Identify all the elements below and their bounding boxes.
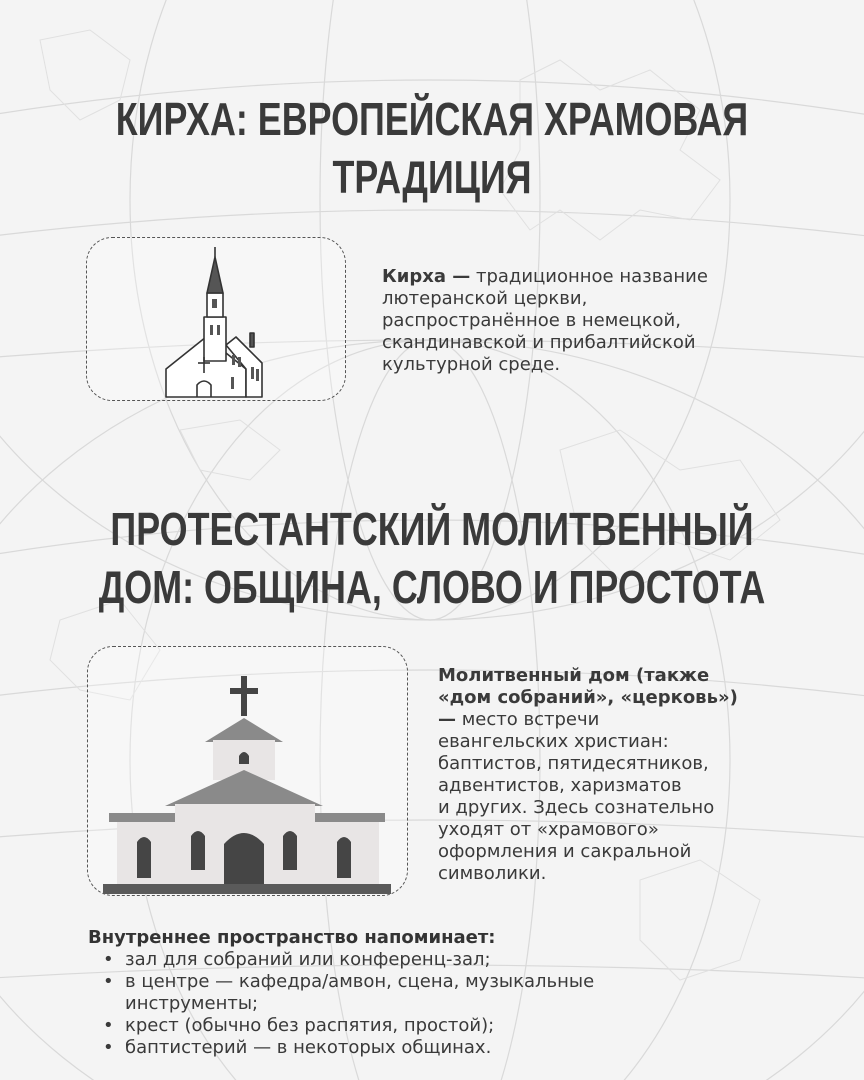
prayer-house-desc-line-2: евангельских христиан: (438, 731, 669, 752)
interior-heading: Внутреннее пространство напоминает: (88, 927, 496, 948)
prayer-house-description (438, 665, 858, 885)
lutheran-church-icon (86, 237, 346, 401)
prayer-house-term-line-2: «дом собраний», «церковь») (438, 687, 738, 708)
prayer-house-desc-line-6: уходят от «храмового» (438, 819, 659, 840)
list-item-continuation-text: инструменты; (125, 993, 259, 1014)
list-item: • крест (обычно без распятия, простой); (100, 1015, 820, 1037)
list-item: • зал для собраний или конференц-зал; (100, 949, 820, 971)
kirha-image-frame (86, 237, 346, 401)
prayer-house-desc-line-3: баптистов, пятидесятников, (438, 753, 709, 774)
section1-title-line1: КИРХА: ЕВРОПЕЙСКАЯ ХРАМОВАЯ (115, 93, 749, 145)
list-item: • баптистерий — в некоторых общинах. (100, 1037, 820, 1059)
kirha-description (382, 266, 782, 376)
prayer-house-icon (87, 646, 408, 896)
prayer-house-desc-line-5: и других. Здесь сознательно (438, 797, 715, 818)
prayer-house-image-frame (87, 646, 408, 896)
kirha-desc-line-2: лютеранской церкви, (382, 288, 588, 309)
section2-title (95, 500, 769, 616)
section2-title-line1: ПРОТЕСТАНТСКИЙ МОЛИТВЕННЫЙ (110, 503, 754, 555)
section1-title (95, 90, 769, 206)
kirha-desc-line-3: распространённое в немецкой, (382, 310, 681, 331)
prayer-house-desc-line-4: адвентистов, харизматов (438, 775, 682, 796)
prayer-house-desc-line-8: символики. (438, 863, 547, 884)
prayer-house-desc-line-7: оформления и сакральной (438, 841, 692, 862)
kirha-term: Кирха — (382, 266, 471, 287)
list-item-continuation (100, 993, 820, 1015)
prayer-house-term-dash: — (438, 709, 456, 730)
prayer-house-desc-line-1: место встречи (456, 709, 600, 730)
prayer-house-term-line-1: Молитвенный дом (также (438, 665, 710, 686)
kirha-desc-line-4: скандинавской и прибалтийской (382, 332, 696, 353)
section1-title-line2: ТРАДИЦИЯ (332, 151, 532, 203)
section2-title-line2: ДОМ: ОБЩИНА, СЛОВО И ПРОСТОТА (98, 561, 766, 613)
kirha-desc-line-5: культурной среде. (382, 354, 561, 375)
list-item: • в центре — кафедра/амвон, сцена, музыкальные (100, 971, 820, 993)
kirha-desc-line-1: традиционное название (470, 266, 708, 287)
interior-list (100, 949, 820, 1059)
